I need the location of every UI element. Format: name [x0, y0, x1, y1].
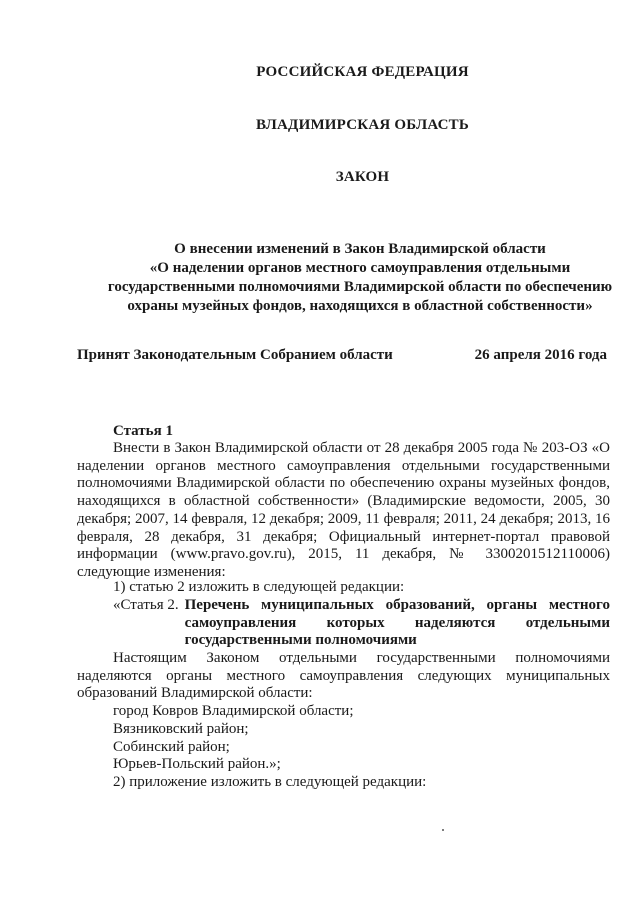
law-title-line-2: «О наделении органов местного самоуправления отдельными [149, 260, 571, 276]
article-2-heading [113, 597, 610, 650]
law-title [60, 240, 640, 316]
municipality-item: Собинский район; [113, 739, 230, 755]
doc-type-heading: ЗАКОН [335, 169, 390, 185]
scan-speck [442, 829, 444, 831]
adopted-by: Принят Законодательным Собранием области [77, 347, 393, 363]
article-1-intro: Внести в Закон Владимирской области от 28 декабря 2005 года № 203-ОЗ «О наделении органов местного самоуправления отдельными государственными полномочиями Владимирской области по обеспечению охраны музейных фондов, находящихся в областной собственности» (Владимирские ведомости, 2005, 30 декабря; 2007, 14 февраля, 12 декабря; 2009, 11 февраля; 2011, 24 декабря; 2013, 16 февраля, 28 декабря, 31 декабря; Официальный интернет-портал правовой информации (www.pravo.gov.ru), 2015, 11 декабря, № 3300201512110006) следующие изменения: [77, 440, 610, 580]
municipality-item: город Ковров Владимирской области; [113, 703, 354, 719]
law-title-line-1: О внесении изменений в Закон Владимирской области [174, 241, 546, 257]
law-title-line-4: охраны музейных фондов, находящихся в областной собственности» [127, 298, 593, 314]
article-2-title: Перечень муниципальных образований, органы местного самоуправления которых наделяются отдельными государственными полномочиями [184, 597, 610, 649]
adoption-line [77, 347, 607, 364]
municipality-item: Вязниковский район; [113, 721, 249, 737]
region-heading: ВЛАДИМИРСКАЯ ОБЛАСТЬ [256, 117, 469, 133]
article-2-text: Настоящим Законом отдельными государственными полномочиями наделяются органы местного самоуправления следующих муниципальных образований Владимирской области: [77, 650, 610, 702]
item-2: 2) приложение изложить в следующей редакции: [113, 774, 427, 790]
law-title-line-3: государственными полномочиями Владимирской области по обеспечению [107, 279, 613, 295]
item-1: 1) статью 2 изложить в следующей редакции: [113, 579, 405, 595]
country-heading: РОССИЙСКАЯ ФЕДЕРАЦИЯ [256, 64, 469, 80]
article-1-label: Статья 1 [113, 423, 173, 439]
adoption-date: 26 апреля 2016 года [474, 347, 607, 363]
article-2-prefix: «Статья 2. [113, 597, 179, 613]
municipality-item: Юрьев-Польский район.»; [113, 756, 281, 772]
